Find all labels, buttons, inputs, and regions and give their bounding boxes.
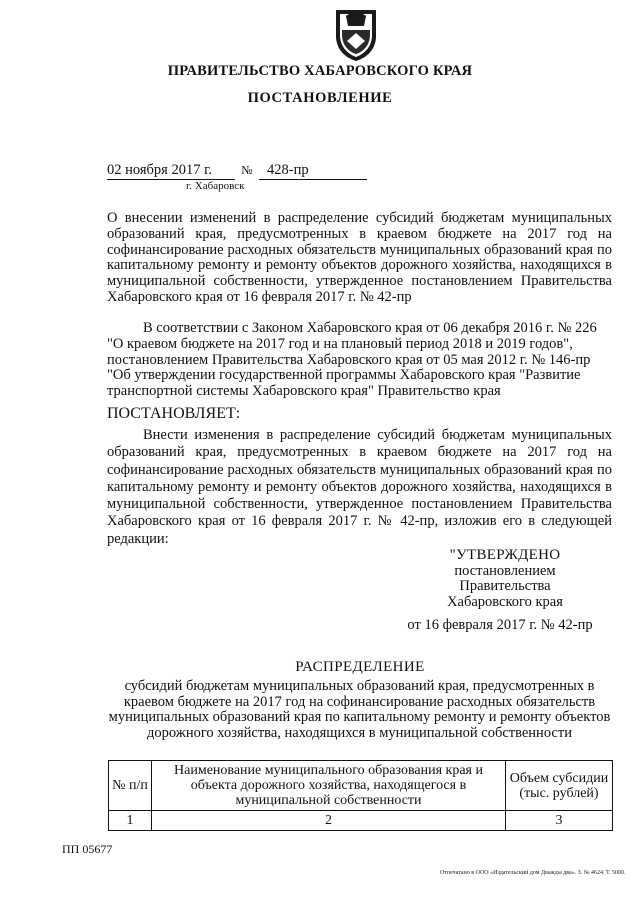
document-subject: О внесении изменений в распределение субсидий бюджетам муниципальных образований края, предусмотренных в краевом бюджете на 2017 год на софинансирование расходных обязательств муниципальных образований края по капитальному ремонту и ремонту объектов дорожного хозяйства, находящихся в муниципальной собственности, утвержденное постановлением Правительства Хабаровского края от 16 февраля 2017 г. № 42-пр [107, 210, 612, 305]
preamble-line-5: транспортной системы Хабаровского края" Правительство края [107, 383, 501, 400]
column-number-cell: 2 [152, 811, 506, 831]
preamble-line-1: В соответствии с Законом Хабаровского края от 06 декабря 2016 г. № 226 [143, 320, 597, 336]
city: г. Хабаровск [186, 180, 245, 192]
approved-line-2: Правительства [459, 578, 551, 594]
government-title: ПРАВИТЕЛЬСТВО ХАБАРОВСКОГО КРАЯ [167, 63, 473, 79]
distribution-title: РАСПРЕДЕЛЕНИЕ [295, 659, 425, 675]
approved-line-1: постановлением [454, 562, 556, 579]
resolution-body: Внести изменения в распределение субсидий бюджетам муниципальных образований края, предусмотренных в краевом бюджете на 2017 год на софинансирование расходных обязательств муниципальных образований края по капитальному ремонту и ремонту объектов дорожного хозяйства, находящихся в муниципальной собственности, утвержденное постановлением Правительства Хабаровского края от 16 февраля 2017 г. № 42-пр, изложив его в следующей редакции: [107, 427, 612, 547]
approved-line-3: Хабаровского края [447, 593, 563, 610]
header-cell-amount: Объем субсидии (тыс. рублей) [506, 761, 613, 811]
column-number-cell: 3 [506, 811, 613, 831]
preamble-line-3: постановлением Правительства Хабаровского края от 05 мая 2012 г. № 146-пр [107, 351, 591, 368]
distribution-subtitle: субсидий бюджетам муниципальных образований края, предусмотренных в краевом бюджете на 2017 год на софинансирование расходных обязательств муниципальных образований края по капитальному ремонту и ремонту объектов дорожного хозяйства, находящихся в муниципальной собственности [108, 678, 611, 741]
column-number-cell: 1 [109, 811, 152, 831]
preamble [107, 321, 612, 400]
document-date: 02 ноября 2017 г. [107, 162, 235, 180]
approved-title: "УТВЕРЖДЕНО [449, 547, 561, 563]
resolves-heading: ПОСТАНОВЛЯЕТ: [107, 405, 241, 422]
document-type: ПОСТАНОВЛЕНИЕ [247, 90, 393, 106]
number-sign: № [241, 163, 253, 177]
table-row [109, 811, 613, 831]
printer-imprint: Отпечатано в ООО «Издательский дом Дважды два». З. № 4624. Т. 5000. [440, 870, 626, 876]
preamble-line-4: "Об утверждении государственной программы Хабаровского края "Развитие [107, 367, 581, 384]
table-header-row [109, 761, 613, 811]
header-cell-name: Наименование муниципального образования края и объекта дорожного хозяйства, находящегося в муниципальной собственности [152, 761, 506, 811]
approved-line-4: от 16 февраля 2017 г. № 42-пр [407, 617, 593, 633]
preamble-line-2: "О краевом бюджете на 2017 год и на плановый период 2018 и 2019 годов", [107, 335, 573, 352]
document-number: 428-пр [259, 162, 367, 180]
document-code: ПП 05677 [62, 842, 113, 856]
header-cell-number: № п/п [109, 761, 152, 811]
dateline [107, 162, 367, 180]
coat-of-arms-emblem [332, 6, 380, 62]
approval-stamp [395, 548, 615, 634]
distribution-table [108, 760, 613, 831]
